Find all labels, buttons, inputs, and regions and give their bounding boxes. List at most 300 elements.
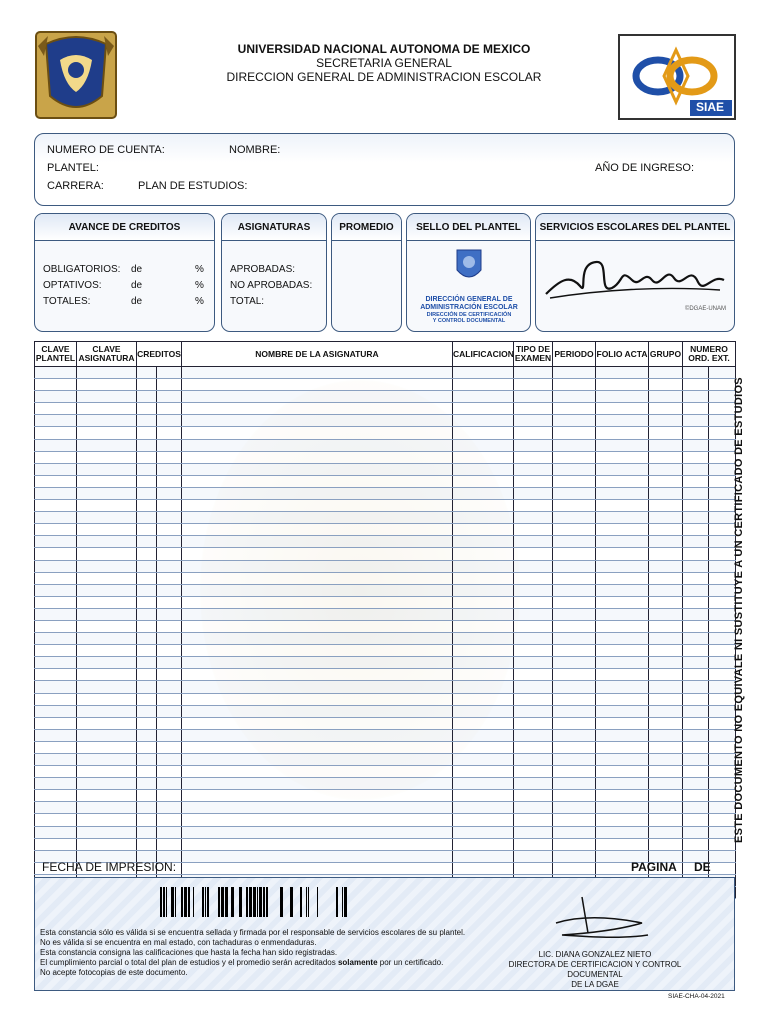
table-cell	[35, 729, 77, 741]
table-cell	[137, 439, 157, 451]
table-row	[35, 754, 736, 766]
col-clave-asignatura: CLAVE ASIGNATURA	[77, 342, 137, 367]
table-cell	[596, 693, 649, 705]
table-cell	[137, 681, 157, 693]
table-cell	[35, 657, 77, 669]
table-cell	[683, 512, 709, 524]
table-cell	[683, 620, 709, 632]
table-cell	[35, 548, 77, 560]
table-cell	[35, 584, 77, 596]
col-numero-title: NUMERO	[690, 344, 728, 354]
table-cell	[514, 657, 553, 669]
table-cell	[453, 717, 514, 729]
table-cell	[77, 500, 137, 512]
table-cell	[683, 596, 709, 608]
table-cell	[35, 524, 77, 536]
carrera-label: CARRERA:	[47, 180, 104, 192]
table-cell	[709, 693, 736, 705]
secretaria: SECRETARIA GENERAL	[316, 56, 452, 70]
table-row	[35, 766, 736, 778]
table-cell	[77, 778, 137, 790]
table-row	[35, 729, 736, 741]
table-cell	[709, 379, 736, 391]
totales-pct: %	[195, 296, 204, 307]
table-cell	[596, 826, 649, 838]
col-ext: EXT.	[711, 353, 730, 363]
barcode-bar	[306, 887, 307, 917]
nombre-label: NOMBRE:	[229, 144, 281, 156]
table-row	[35, 681, 736, 693]
table-cell	[137, 717, 157, 729]
table-cell	[77, 766, 137, 778]
table-cell	[157, 379, 182, 391]
table-cell	[182, 657, 453, 669]
table-cell	[453, 681, 514, 693]
table-cell	[649, 367, 683, 379]
table-cell	[453, 802, 514, 814]
table-cell	[709, 620, 736, 632]
table-cell	[453, 596, 514, 608]
table-cell	[182, 487, 453, 499]
table-cell	[514, 778, 553, 790]
table-cell	[453, 475, 514, 487]
table-cell	[35, 633, 77, 645]
table-cell	[35, 560, 77, 572]
obligatorios-pct: %	[195, 264, 204, 275]
table-cell	[182, 536, 453, 548]
table-row	[35, 427, 736, 439]
table-cell	[77, 705, 137, 717]
table-cell	[137, 620, 157, 632]
table-cell	[553, 596, 596, 608]
table-cell	[514, 790, 553, 802]
table-cell	[514, 717, 553, 729]
table-cell	[553, 500, 596, 512]
table-cell	[77, 596, 137, 608]
table-cell	[77, 367, 137, 379]
table-cell	[596, 572, 649, 584]
table-cell	[137, 596, 157, 608]
table-cell	[596, 620, 649, 632]
table-cell	[514, 367, 553, 379]
table-cell	[709, 645, 736, 657]
table-cell	[182, 826, 453, 838]
table-cell	[453, 536, 514, 548]
table-cell	[137, 524, 157, 536]
table-cell	[182, 814, 453, 826]
table-cell	[137, 766, 157, 778]
table-cell	[77, 572, 137, 584]
obligatorios-de: de	[131, 264, 143, 275]
table-cell	[553, 705, 596, 717]
table-row	[35, 487, 736, 499]
table-cell	[137, 379, 157, 391]
table-cell	[453, 512, 514, 524]
table-cell	[683, 584, 709, 596]
barcode-bar	[266, 887, 268, 917]
table-cell	[553, 814, 596, 826]
university-name: UNIVERSIDAD NACIONAL AUTONOMA DE MEXICO	[237, 42, 531, 56]
totales-de: de	[131, 296, 143, 307]
table-cell	[596, 608, 649, 620]
table-row	[35, 608, 736, 620]
table-cell	[709, 705, 736, 717]
table-cell	[683, 487, 709, 499]
table-cell	[683, 536, 709, 548]
grades-table	[34, 341, 736, 899]
total-label: TOTAL:	[230, 296, 265, 307]
table-cell	[453, 669, 514, 681]
barcode-bar	[257, 887, 258, 917]
table-cell	[709, 403, 736, 415]
table-row	[35, 645, 736, 657]
table-cell	[182, 403, 453, 415]
table-cell	[649, 596, 683, 608]
table-cell	[35, 705, 77, 717]
table-cell	[77, 814, 137, 826]
table-cell	[514, 766, 553, 778]
table-cell	[649, 439, 683, 451]
table-cell	[709, 548, 736, 560]
table-cell	[709, 633, 736, 645]
table-cell	[77, 584, 137, 596]
table-cell	[709, 862, 736, 874]
barcode-bar	[205, 887, 206, 917]
table-cell	[137, 403, 157, 415]
table-cell	[553, 475, 596, 487]
table-cell	[182, 741, 453, 753]
table-cell	[137, 693, 157, 705]
table-cell	[649, 802, 683, 814]
table-cell	[182, 463, 453, 475]
table-cell	[649, 560, 683, 572]
table-cell	[157, 500, 182, 512]
table-cell	[683, 838, 709, 850]
barcode-bar	[163, 887, 165, 917]
table-cell	[649, 754, 683, 766]
table-cell	[157, 802, 182, 814]
table-cell	[553, 584, 596, 596]
barcode-bar	[300, 887, 302, 917]
promedio-box	[331, 213, 402, 332]
table-cell	[453, 790, 514, 802]
barcode-bar	[259, 887, 262, 917]
table-cell	[77, 391, 137, 403]
col-clave-plantel: CLAVE PLANTEL	[35, 342, 77, 367]
table-cell	[77, 427, 137, 439]
form-code: SIAE-CHA-04-2021	[668, 993, 725, 1000]
table-cell	[649, 681, 683, 693]
table-cell	[157, 838, 182, 850]
col-numero	[683, 342, 736, 367]
table-cell	[137, 548, 157, 560]
table-row	[35, 548, 736, 560]
table-cell	[596, 790, 649, 802]
table-cell	[514, 500, 553, 512]
table-cell	[182, 560, 453, 572]
barcode-bar	[225, 887, 228, 917]
barcode-bar	[239, 887, 242, 917]
table-cell	[77, 524, 137, 536]
table-cell	[709, 608, 736, 620]
table-cell	[157, 415, 182, 427]
table-cell	[157, 560, 182, 572]
table-cell	[596, 741, 649, 753]
table-cell	[77, 657, 137, 669]
table-cell	[453, 379, 514, 391]
barcode-bar	[202, 887, 204, 917]
table-cell	[649, 778, 683, 790]
table-cell	[137, 754, 157, 766]
fecha-impresion-label: FECHA DE IMPRESION:	[42, 860, 177, 874]
table-cell	[137, 826, 157, 838]
table-cell	[514, 669, 553, 681]
table-row	[35, 693, 736, 705]
table-cell	[514, 633, 553, 645]
table-cell	[596, 645, 649, 657]
table-cell	[453, 838, 514, 850]
table-cell	[683, 669, 709, 681]
col-tipo-examen: TIPO DE EXAMEN	[514, 342, 553, 367]
table-cell	[157, 427, 182, 439]
table-cell	[182, 572, 453, 584]
table-cell	[514, 536, 553, 548]
table-cell	[596, 367, 649, 379]
table-cell	[683, 657, 709, 669]
table-cell	[514, 379, 553, 391]
numero-cuenta-label: NUMERO DE CUENTA:	[47, 144, 165, 156]
table-cell	[514, 427, 553, 439]
table-cell	[683, 790, 709, 802]
table-cell	[683, 729, 709, 741]
table-cell	[649, 463, 683, 475]
table-cell	[514, 754, 553, 766]
table-cell	[553, 463, 596, 475]
table-cell	[157, 512, 182, 524]
table-row	[35, 790, 736, 802]
table-cell	[35, 463, 77, 475]
table-cell	[553, 415, 596, 427]
table-cell	[157, 741, 182, 753]
table-cell	[77, 633, 137, 645]
table-cell	[453, 633, 514, 645]
table-cell	[137, 584, 157, 596]
validity-notes	[40, 928, 480, 978]
table-cell	[683, 814, 709, 826]
table-cell	[453, 729, 514, 741]
asignaturas-box	[221, 213, 327, 332]
table-cell	[77, 754, 137, 766]
table-cell	[709, 802, 736, 814]
table-cell	[157, 705, 182, 717]
table-cell	[77, 717, 137, 729]
table-cell	[683, 633, 709, 645]
servicios-escolares-box	[535, 213, 735, 332]
table-cell	[553, 693, 596, 705]
table-cell	[35, 536, 77, 548]
table-cell	[709, 427, 736, 439]
table-cell	[157, 778, 182, 790]
table-cell	[77, 439, 137, 451]
barcode-bar	[218, 887, 220, 917]
direccion: DIRECCION GENERAL DE ADMINISTRACION ESCOLAR	[226, 70, 542, 84]
table-cell	[683, 403, 709, 415]
table-cell	[649, 766, 683, 778]
table-cell	[553, 608, 596, 620]
table-cell	[553, 802, 596, 814]
col-grupo: GRUPO	[649, 342, 683, 367]
table-cell	[182, 693, 453, 705]
table-row	[35, 391, 736, 403]
table-cell	[182, 705, 453, 717]
table-cell	[182, 802, 453, 814]
table-cell	[137, 729, 157, 741]
table-cell	[683, 379, 709, 391]
col-periodo: PERIODO	[553, 342, 596, 367]
table-cell	[514, 439, 553, 451]
table-cell	[649, 657, 683, 669]
table-cell	[453, 524, 514, 536]
table-cell	[553, 778, 596, 790]
table-cell	[683, 705, 709, 717]
table-cell	[649, 669, 683, 681]
table-cell	[137, 560, 157, 572]
table-cell	[453, 645, 514, 657]
table-cell	[182, 427, 453, 439]
table-cell	[157, 814, 182, 826]
table-cell	[596, 487, 649, 499]
table-cell	[683, 802, 709, 814]
table-cell	[453, 741, 514, 753]
table-cell	[157, 693, 182, 705]
table-cell	[182, 838, 453, 850]
table-cell	[514, 391, 553, 403]
table-cell	[35, 415, 77, 427]
table-cell	[453, 693, 514, 705]
table-cell	[649, 500, 683, 512]
table-cell	[453, 778, 514, 790]
table-cell	[157, 367, 182, 379]
table-cell	[35, 379, 77, 391]
table-cell	[137, 572, 157, 584]
table-cell	[182, 669, 453, 681]
table-cell	[709, 475, 736, 487]
barcode-bar	[342, 887, 343, 917]
table-cell	[649, 729, 683, 741]
table-cell	[137, 633, 157, 645]
table-cell	[683, 681, 709, 693]
table-cell	[553, 367, 596, 379]
table-row	[35, 403, 736, 415]
table-cell	[157, 487, 182, 499]
table-cell	[596, 838, 649, 850]
table-cell	[649, 548, 683, 560]
table-cell	[553, 741, 596, 753]
table-cell	[453, 487, 514, 499]
note-4: El cumplimiento parcial o total del plan de estudios y el promedio serán acreditados solamente por un certificado.	[40, 958, 444, 967]
table-cell	[35, 790, 77, 802]
table-cell	[553, 379, 596, 391]
table-row	[35, 463, 736, 475]
table-cell	[453, 754, 514, 766]
table-cell	[709, 681, 736, 693]
table-cell	[514, 862, 553, 874]
col-ord: ORD.	[688, 353, 710, 363]
table-cell	[35, 754, 77, 766]
table-cell	[709, 717, 736, 729]
table-row	[35, 379, 736, 391]
table-cell	[182, 645, 453, 657]
table-cell	[709, 572, 736, 584]
table-cell	[553, 451, 596, 463]
table-cell	[137, 669, 157, 681]
side-disclaimer: ESTE DOCUMENTO NO EQUIVALE NI SUSTITUYE A UN CERTIFICADO DE ESTUDIOS	[733, 377, 745, 843]
optativos-de: de	[131, 280, 143, 291]
table-cell	[35, 608, 77, 620]
table-cell	[596, 560, 649, 572]
table-cell	[514, 512, 553, 524]
table-cell	[596, 536, 649, 548]
table-cell	[514, 572, 553, 584]
table-cell	[709, 415, 736, 427]
table-cell	[453, 403, 514, 415]
signer-role-2: DE LA DGAE	[571, 980, 619, 989]
table-cell	[553, 439, 596, 451]
table-cell	[35, 596, 77, 608]
table-cell	[709, 778, 736, 790]
note-1: Esta constancia sólo es válida si se encuentra sellada y firmada por el responsable de servicios escolares de su plantel.	[40, 928, 466, 937]
table-cell	[649, 826, 683, 838]
table-cell	[35, 766, 77, 778]
table-cell	[157, 439, 182, 451]
barcode-bar	[160, 887, 162, 917]
table-cell	[35, 826, 77, 838]
barcode-bar	[280, 887, 283, 917]
table-row	[35, 633, 736, 645]
table-cell	[553, 548, 596, 560]
table-row	[35, 572, 736, 584]
barcode-bar	[188, 887, 190, 917]
table-cell	[182, 512, 453, 524]
stamp-line-3: DIRECCIÓN DE CERTIFICACIÓN	[426, 312, 512, 318]
optativos-pct: %	[195, 280, 204, 291]
barcode-image	[160, 887, 352, 917]
table-cell	[553, 838, 596, 850]
table-cell	[35, 717, 77, 729]
table-cell	[596, 548, 649, 560]
table-cell	[514, 608, 553, 620]
table-cell	[137, 367, 157, 379]
table-cell	[514, 826, 553, 838]
barcode-bar	[290, 887, 293, 917]
table-cell	[35, 669, 77, 681]
table-cell	[453, 766, 514, 778]
obligatorios-label: OBLIGATORIOS:	[43, 264, 121, 275]
table-cell	[35, 572, 77, 584]
table-cell	[683, 415, 709, 427]
table-cell	[649, 693, 683, 705]
table-cell	[453, 814, 514, 826]
table-cell	[649, 427, 683, 439]
table-row	[35, 620, 736, 632]
table-cell	[35, 814, 77, 826]
table-cell	[596, 415, 649, 427]
table-cell	[77, 693, 137, 705]
table-cell	[182, 584, 453, 596]
siae-logo-text: SIAE	[696, 100, 725, 114]
table-cell	[35, 391, 77, 403]
table-cell	[709, 560, 736, 572]
